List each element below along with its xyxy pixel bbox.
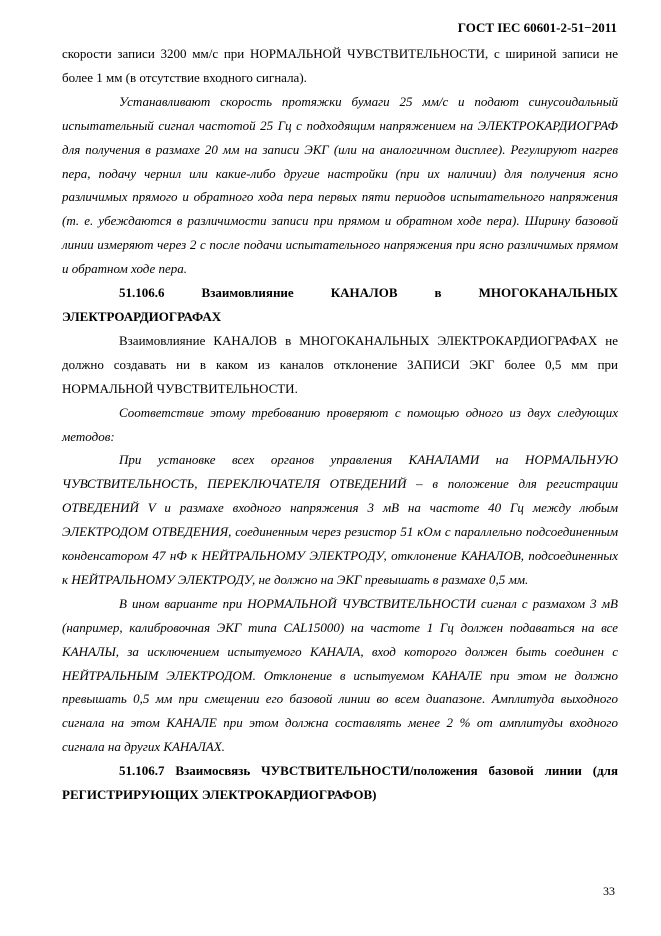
paragraph-sensitivity-speed: скорости записи 3200 мм/с при НОРМАЛЬНОЙ ЧУВСТВИТЕЛЬНОСТИ, с шириной записи не более 1 мм (в отсутствие входного сигнала).	[62, 46, 618, 85]
section-51-106-6-heading: 51.106.6 Взаимовлияние КАНАЛОВ в МНОГОКАНАЛЬНЫХ ЭЛЕКТРОАРДИОГРАФАХ	[62, 285, 618, 324]
paragraph-test-procedure: Устанавливают скорость протяжки бумаги 25 мм/с и подают синусоидальный испытательный сигнал частотой 25 Гц с подходящим напряжением на ЭЛЕКТРОКАРДИОГРАФ для получения в размахе 20 мм на записи ЭКГ (или на аналогичном дисплее). Регулируют нагрев пера, подачу чернил или какие-либо другие настройки (при их наличии) для получения ясно различимых прямого и обратного хода пера первых пяти периодов испытательного напряжения (т. е. убеждаются в различимости записи при прямом и обратном ходе пера). Ширину базовой линии измеряют через 2 с после подачи испытательного напряжения при ясно различимых прямом и обратном ходе пера.	[62, 93, 618, 277]
standard-header: ГОСТ IEC 60601-2-51−2011	[457, 20, 617, 35]
page-number: 33	[603, 884, 615, 898]
paragraph-channel-crosstalk-requirement: Взаимовлияние КАНАЛОВ в МНОГОКАНАЛЬНЫХ ЭЛЕКТРОКАРДИОГРАФАХ не должно создавать ни в каком из каналов отклонение ЗАПИСИ ЭКГ более 0,5 мм при НОРМАЛЬНОЙ ЧУВСТВИТЕЛЬНОСТИ.	[62, 332, 618, 396]
section-51-106-7-heading: 51.106.7 Взаимосвязь ЧУВСТВИТЕЛЬНОСТИ/положения базовой линии (для РЕГИСТРИРУЮЩИХ ЭЛЕКТРОКАРДИОГРАФОВ)	[62, 763, 618, 803]
paragraph-method-two: В ином варианте при НОРМАЛЬНОЙ ЧУВСТВИТЕЛЬНОСТИ сигнал с размахом 3 мВ (например, калибровочная ЭКГ типа CAL15000) на частоте 1 Гц должен подаваться на все КАНАЛЫ, за исключением испытуемого КАНАЛА, вход которого должен быть соединен с НЕЙТРАЛЬНЫМ ЭЛЕКТРОДОМ. Отклонение в испытуемом КАНАЛЕ при этом не должно превышать 0,5 мм при смещении его базовой линии во всем диапазоне. Амплитуда выходного сигнала на этом КАНАЛЕ при этом должна составлять менее 2 % от амплитуды входного сигнала на других КАНАЛАХ.	[62, 595, 618, 755]
document-body	[62, 42, 618, 807]
paragraph-method-one: При установке всех органов управления КАНАЛАМИ на НОРМАЛЬНУЮ ЧУВСТВИТЕЛЬНОСТЬ, ПЕРЕКЛЮЧАТЕЛЯ ОТВЕДЕНИЙ – в положение для регистрации ОТВЕДЕНИЙ V и размахе входного напряжения 3 мВ на частоте 40 Гц между любым ЭЛЕКТРОДОМ ОТВЕДЕНИЯ, соединенным через резистор 51 кОм с параллельно подсоединенным конденсатором 47 нФ к НЕЙТРАЛЬНОМУ ЭЛЕКТРОДУ, отклонение КАНАЛОВ, подсоединенных к НЕЙТРАЛЬНОМУ ЭЛЕКТРОДУ, не должно на ЭКГ превышать в размахе 0,5 мм.	[62, 452, 618, 587]
paragraph-compliance-check: Соответствие этому требованию проверяют с помощью одного из двух следующих методов:	[62, 404, 618, 444]
